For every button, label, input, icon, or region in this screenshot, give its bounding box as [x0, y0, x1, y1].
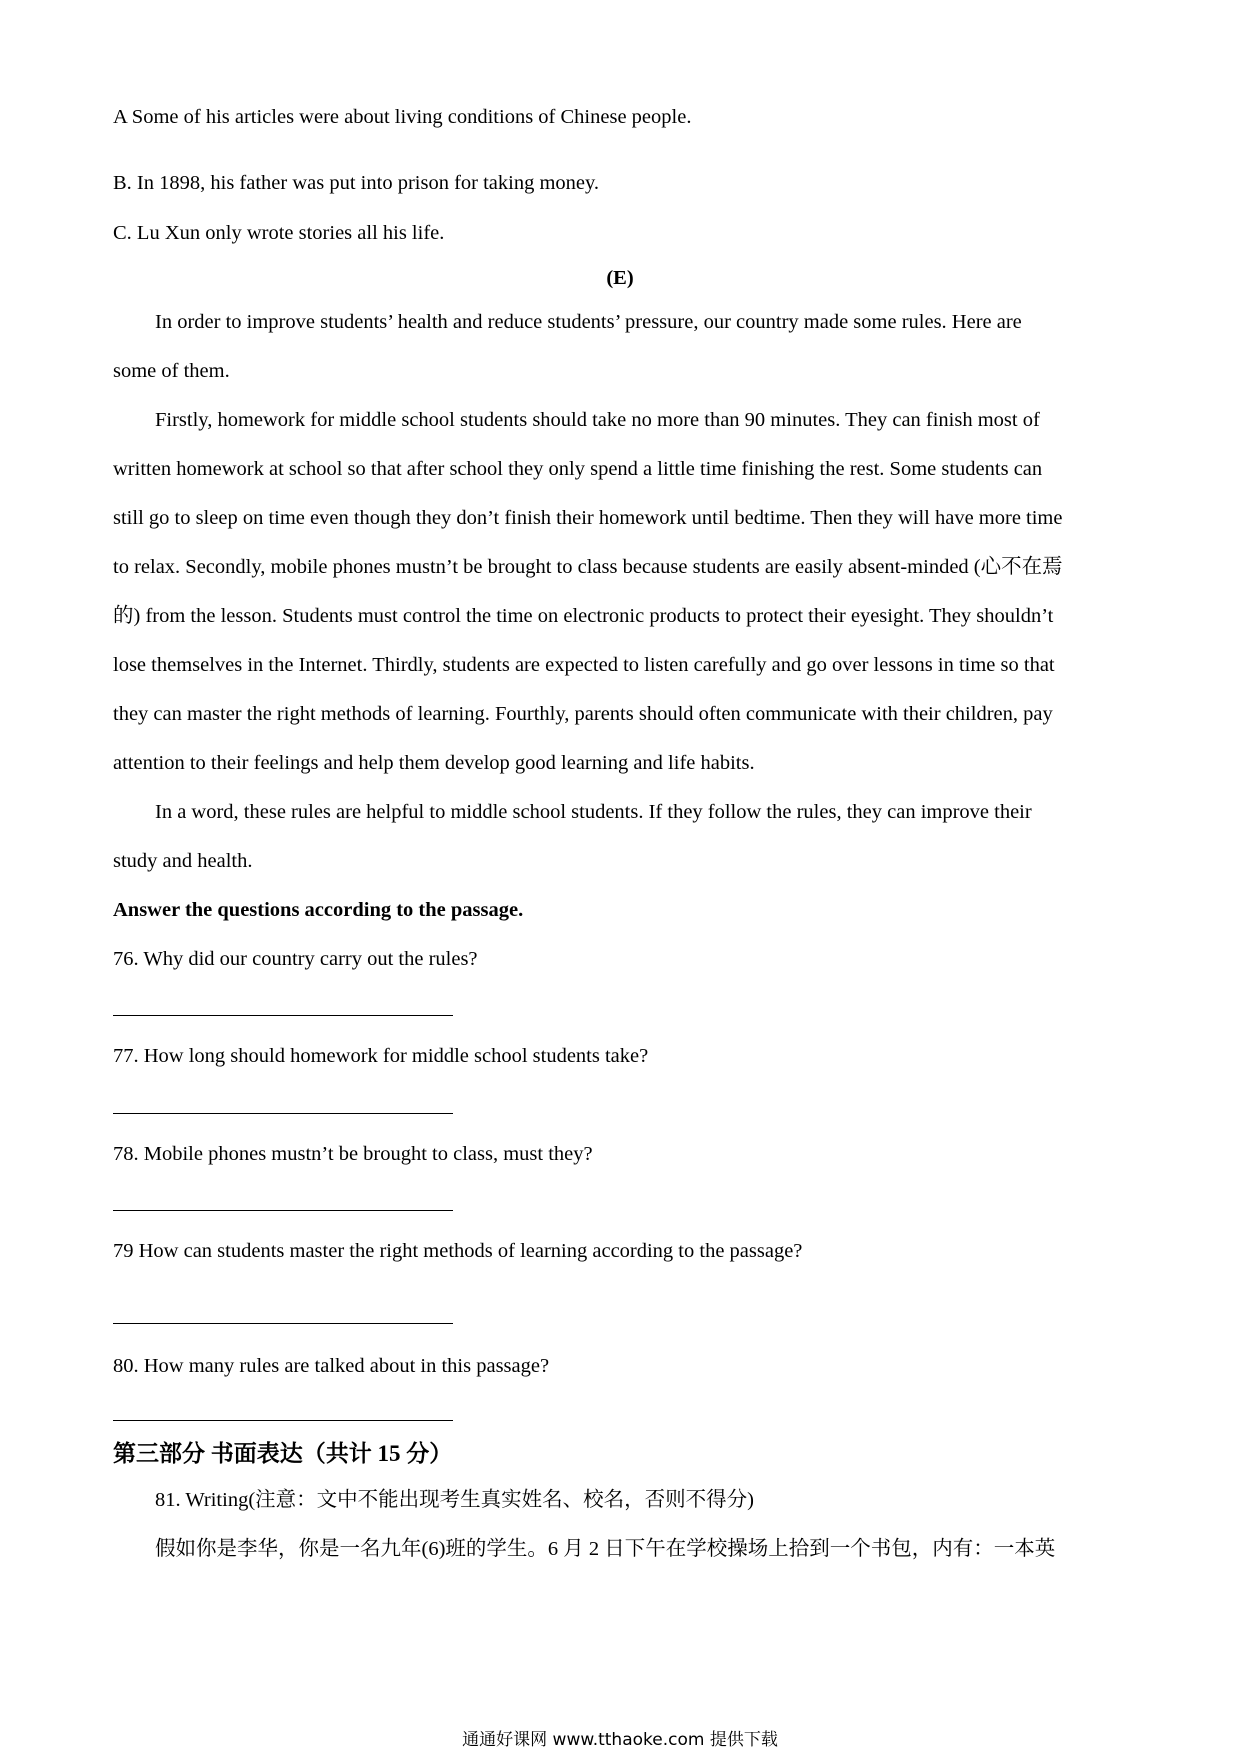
question-76: 76. Why did our country carry out the rules? [113, 948, 478, 970]
answer-line-80 [113, 1420, 453, 1421]
passage-line: In order to improve students’ health and reduce students’ pressure, our country made some rules. Here are [155, 311, 1022, 333]
passage-line: they can master the right methods of learning. Fourthly, parents should often communicate with their children, pay [113, 703, 1053, 725]
question-79: 79 How can students master the right methods of learning according to the passage? [113, 1240, 803, 1262]
passage-line: to relax. Secondly, mobile phones mustn’t be brought to class because students are easily absent-minded (心不在焉 [113, 556, 1063, 578]
instructions: Answer the questions according to the passage. [113, 899, 524, 921]
writing-task: 假如你是李华，你是一名九年(6)班的学生。6 月 2 日下午在学校操场上拾到一个书包，内有：一本英 [155, 1538, 1056, 1560]
passage-line: written homework at school so that after school they only spend a little time finishing the rest. Some students can [113, 458, 1043, 480]
passage-line: attention to their feelings and help them develop good learning and life habits. [113, 752, 755, 774]
answer-line-78 [113, 1210, 453, 1211]
option-c: C. Lu Xun only wrote stories all his life. [113, 222, 445, 244]
page-footer: 通通好课网 www.tthaoke.com 提供下载 [462, 1730, 778, 1750]
passage-line: lose themselves in the Internet. Thirdly, students are expected to listen carefully and go over lessons in time so that [113, 654, 1055, 676]
question-77: 77. How long should homework for middle school students take? [113, 1045, 649, 1067]
answer-line-77 [113, 1113, 453, 1114]
passage-line: some of them. [113, 360, 230, 382]
option-a: A Some of his articles were about living conditions of Chinese people. [113, 106, 692, 128]
part3-title: 第三部分 书面表达（共计 15 分） [113, 1441, 453, 1466]
question-78: 78. Mobile phones mustn’t be brought to class, must they? [113, 1143, 593, 1165]
passage-line: Firstly, homework for middle school students should take no more than 90 minutes. They can finish most of [155, 409, 1040, 431]
answer-line-76 [113, 1015, 453, 1016]
passage-heading: (E) [606, 267, 634, 289]
answer-line-79 [113, 1323, 453, 1324]
question-80: 80. How many rules are talked about in this passage? [113, 1355, 550, 1377]
passage-line: study and health. [113, 850, 253, 872]
writing-prompt: 81. Writing(注意：文中不能出现考生真实姓名、校名，否则不得分) [155, 1489, 754, 1511]
passage-line: 的) from the lesson. Students must control the time on electronic products to protect their eyesight. They shouldn’t [113, 605, 1054, 627]
passage-line: In a word, these rules are helpful to middle school students. If they follow the rules, they can improve their [155, 801, 1032, 823]
option-b: B. In 1898, his father was put into prison for taking money. [113, 172, 600, 194]
passage-line: still go to sleep on time even though they don’t finish their homework until bedtime. Then they will have more time [113, 507, 1063, 529]
